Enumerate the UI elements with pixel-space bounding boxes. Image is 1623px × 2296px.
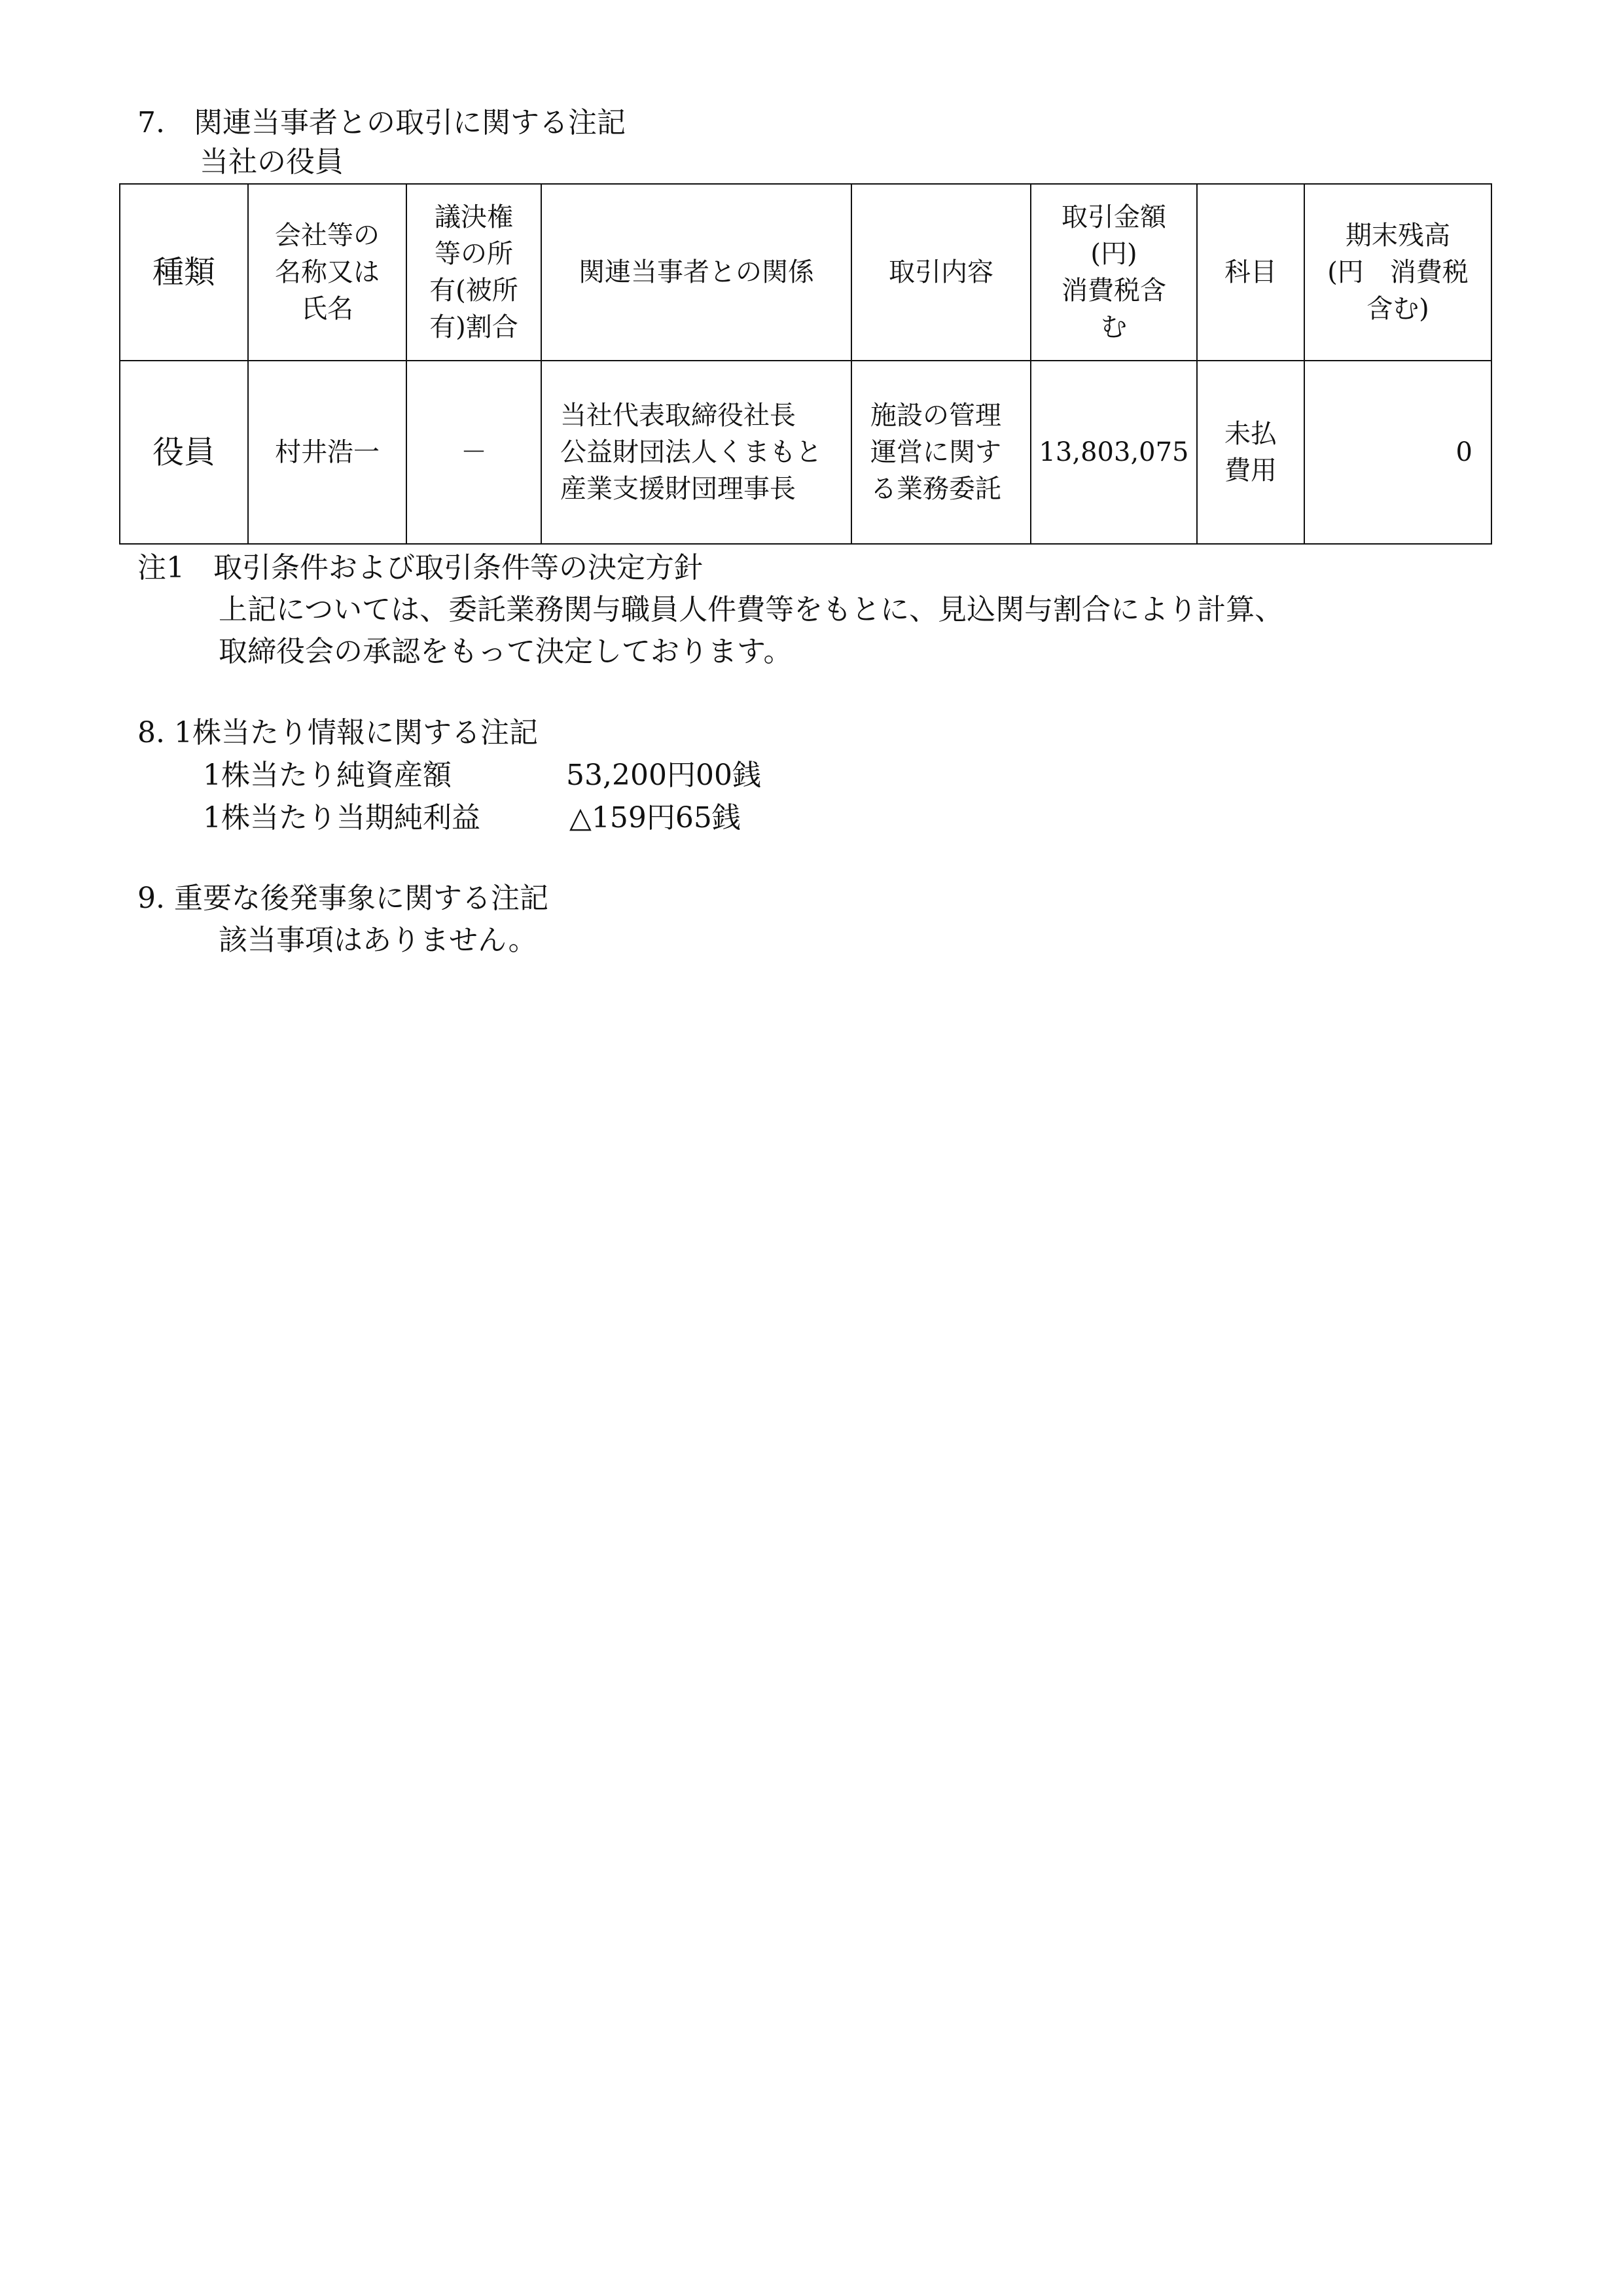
section9-body: 該当事項はありません。 — [219, 924, 537, 957]
header-name: 会社等の 名称又は 氏名 — [248, 184, 406, 361]
header-account: 科目 — [1197, 184, 1304, 361]
net-assets-label: 1株当たり純資産額 — [203, 759, 452, 792]
header-transaction-content: 取引内容 — [851, 184, 1031, 361]
note1-line-1: 上記については、委託業務関与職員人件費等をもとに、見込関与割合により計算、 — [219, 593, 1284, 626]
note1-title: 注1 取引条件および取引条件等の決定方針 — [137, 551, 703, 584]
cell-type: 役員 — [120, 361, 248, 544]
net-assets-value: 53,200円00銭 — [566, 759, 761, 792]
section8-heading: 8. 1株当たり情報に関する注記 — [137, 716, 538, 749]
section7-heading: 7. 関連当事者との取引に関する注記 — [137, 106, 626, 139]
cell-transaction-content: 施設の管理 運営に関す る業務委託 — [851, 361, 1031, 544]
cell-closing-balance: 0 — [1304, 361, 1491, 544]
cell-relation: 当社代表取締役社長 公益財団法人くまもと 産業支援財団理事長 — [541, 361, 851, 544]
net-income-value: △159円65銭 — [569, 801, 741, 834]
section7-subheading: 当社の役員 — [200, 145, 344, 179]
cell-voting-ratio: － — [406, 361, 541, 544]
cell-name: 村井浩一 — [248, 361, 406, 544]
header-transaction-amount: 取引金額 (円) 消費税含 む — [1031, 184, 1197, 361]
related-party-table — [119, 183, 1492, 545]
note1-line-2: 取締役会の承認をもって決定しております。 — [219, 635, 793, 668]
net-income-label: 1株当たり当期純利益 — [203, 801, 480, 834]
header-closing-balance: 期末残高 (円 消費税 含む) — [1304, 184, 1491, 361]
header-relation: 関連当事者との関係 — [541, 184, 851, 361]
header-type: 種類 — [120, 184, 248, 361]
header-voting-ratio: 議決権 等の所 有(被所 有)割合 — [406, 184, 541, 361]
table-header-row — [120, 184, 1491, 361]
cell-transaction-amount: 13,803,075 — [1031, 361, 1197, 544]
cell-account: 未払 費用 — [1197, 361, 1304, 544]
section9-heading: 9. 重要な後発事象に関する注記 — [137, 882, 548, 915]
table-row — [120, 361, 1491, 544]
